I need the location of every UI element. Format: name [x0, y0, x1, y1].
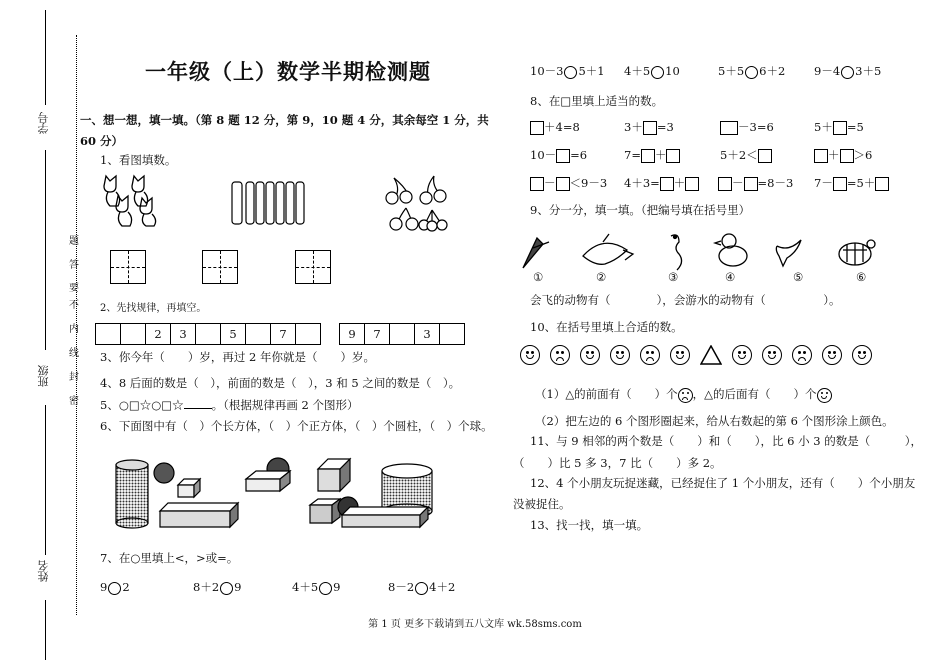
- frown-face-icon: [792, 345, 812, 365]
- q8-eq: 3＋ =3: [624, 120, 674, 134]
- sticks-picture: [230, 180, 310, 226]
- q8-eq: 7= ＋: [624, 148, 680, 163]
- q4: 4、8 后面的数是（ ），前面的数是（ ），3 和 5 之间的数是（ ）。: [100, 376, 461, 390]
- q8-eq: － ＜9－3: [530, 176, 607, 191]
- answer-box[interactable]: [814, 149, 828, 163]
- answer-box[interactable]: [758, 149, 772, 163]
- seq1-cell[interactable]: [295, 323, 321, 345]
- compare-item: 4＋5 10: [624, 64, 680, 78]
- seal-char: 线: [69, 348, 79, 359]
- student-no-label: 学号: [37, 112, 50, 134]
- sequence-2: [340, 323, 465, 345]
- q2-label: 2、先找规律，再填空。: [100, 303, 207, 314]
- compare-item: 5＋5 6＋2: [718, 64, 786, 78]
- page-footer: 第 1 页 更多下载请到五八文库 wk.58sms.com: [368, 619, 582, 630]
- q8-eq: 5＋ =5: [814, 120, 864, 134]
- q9-label: 9、分一分，填一填。（把编号填在括号里）: [530, 203, 751, 217]
- answer-box[interactable]: [718, 177, 732, 191]
- q3: 3、你今年（ ）岁，再过 2 年你就是（ ）岁。: [100, 350, 375, 364]
- answer-box[interactable]: [833, 121, 847, 135]
- answer-box[interactable]: [875, 177, 889, 191]
- answer-box[interactable]: [530, 121, 544, 135]
- smile-face-icon: [732, 345, 752, 365]
- answer-box[interactable]: [660, 177, 674, 191]
- answer-box[interactable]: [720, 121, 738, 135]
- q5-blank[interactable]: [184, 398, 212, 409]
- q8-eq: 7－ =5＋: [814, 176, 889, 191]
- seal-char: 封: [69, 372, 79, 383]
- seq1-cell[interactable]: [195, 323, 221, 345]
- seq2-cell: 9: [339, 323, 365, 345]
- compare-circle[interactable]: [319, 582, 332, 595]
- triangle-icon: [700, 345, 722, 365]
- q8-label: 8、在□里填上适当的数。: [530, 94, 664, 108]
- seal-char: 要: [69, 283, 79, 294]
- q8-eq: 4＋3= ＋: [624, 176, 699, 191]
- answer-grid-cats[interactable]: [110, 250, 146, 284]
- q1-label: 1、看图填数。: [100, 153, 177, 167]
- answer-box[interactable]: [556, 149, 570, 163]
- compare-circle[interactable]: [841, 66, 854, 79]
- page-title: 一年级（上）数学半期检测题: [145, 59, 431, 84]
- q7-label: 7、在○里填上<，>或=。: [100, 551, 239, 565]
- compare-circle[interactable]: [220, 582, 233, 595]
- q8-eq: － =8－3: [718, 176, 793, 191]
- q10-label: 10、在括号里填上合适的数。: [530, 320, 683, 334]
- answer-grid-sticks[interactable]: [202, 250, 238, 284]
- answer-box[interactable]: [840, 149, 854, 163]
- cats-picture: [100, 172, 162, 228]
- q8-eq: 10－ =6: [530, 148, 588, 162]
- seq1-cell[interactable]: [245, 323, 271, 345]
- smile-face-icon: [822, 345, 842, 365]
- section-header: 一、想一想，填一填。（第 8 题 12 分，第 9，10 题 4 分，其余每空 1 分，共 60 分）: [80, 113, 489, 148]
- seal-char: 内: [69, 324, 79, 335]
- compare-circle[interactable]: [415, 582, 428, 595]
- answer-box[interactable]: [530, 177, 544, 191]
- smile-face-icon: [580, 345, 600, 365]
- class-label: 班级: [37, 365, 50, 387]
- seq2-cell[interactable]: [439, 323, 465, 345]
- seal-char: 密: [69, 396, 79, 407]
- seq1-cell: 2: [145, 323, 171, 345]
- seq1-cell: 7: [270, 323, 296, 345]
- q7-item: 8－2 4＋2: [388, 580, 456, 594]
- seq2-cell: 3: [414, 323, 440, 345]
- q13-label: 13、找一找，填一填。: [530, 518, 649, 532]
- sequence-1: [96, 323, 321, 345]
- q7-item: 4＋5 9: [292, 580, 341, 594]
- seq2-cell[interactable]: [389, 323, 415, 345]
- answer-box[interactable]: [643, 121, 657, 135]
- q11-line2: （ ）比 5 多 3，7 比（ ）多 2。: [513, 456, 722, 470]
- q8-eq: －3=6: [720, 120, 774, 135]
- q7-item: 8＋2 9: [193, 580, 242, 594]
- cherries-picture: [382, 172, 452, 232]
- q5: 5、○□☆○□☆ 。（根据规律再画 2 个图形）: [100, 398, 359, 412]
- q12-line2: 没被捉住。: [513, 497, 571, 511]
- q8-eq: 5＋2＜: [720, 148, 772, 163]
- compare-circle[interactable]: [745, 66, 758, 79]
- answer-box[interactable]: [685, 177, 699, 191]
- q10-part1: （1）△的前面有（ ）个 ，△的后面有（ ）个: [535, 387, 832, 403]
- smile-face-icon: [610, 345, 630, 365]
- compare-circle[interactable]: [108, 582, 121, 595]
- smile-face-icon: [852, 345, 872, 365]
- q9-answer: 会飞的动物有（ ），会游水的动物有（ ）。: [530, 293, 841, 307]
- smile-face-icon: [762, 345, 782, 365]
- faces-row: [520, 345, 872, 365]
- seq1-cell[interactable]: [95, 323, 121, 345]
- frown-face-icon: [678, 388, 693, 403]
- solids-figure: [110, 455, 440, 530]
- answer-grid-cherries[interactable]: [295, 250, 331, 284]
- seal-char: 不: [69, 300, 79, 311]
- answer-box[interactable]: [556, 177, 570, 191]
- answer-box[interactable]: [666, 149, 680, 163]
- smile-face-icon: [520, 345, 540, 365]
- seq1-cell[interactable]: [120, 323, 146, 345]
- q11-line1: 11、与 9 相邻的两个数是（ ）和（ ），比 6 小 3 的数是（ ），: [530, 434, 923, 448]
- frown-face-icon: [640, 345, 660, 365]
- compare-circle[interactable]: [651, 66, 664, 79]
- q7-item: 9 2: [100, 580, 130, 594]
- compare-item: 10－3 5＋1: [530, 64, 605, 78]
- answer-box[interactable]: [744, 177, 758, 191]
- seal-char: 题: [69, 236, 79, 247]
- q6: 6、下面图中有（ ）个长方体，（ ）个正方体，（ ）个圆柱，（ ）个球。: [100, 419, 493, 433]
- answer-box[interactable]: [641, 149, 655, 163]
- name-label: 姓名: [37, 560, 50, 582]
- answer-box[interactable]: [833, 177, 847, 191]
- frown-face-icon: [550, 345, 570, 365]
- seq1-cell: 5: [220, 323, 246, 345]
- compare-item: 9－4 3＋5: [814, 64, 882, 78]
- seq2-cell: 7: [364, 323, 390, 345]
- seq1-cell: 3: [170, 323, 196, 345]
- q8-eq: ＋ ＞6: [814, 148, 872, 163]
- animals-picture: [515, 228, 895, 276]
- q10-part2: （2）把左边的 6 个图形圈起来，给从右数起的第 6 个图形涂上颜色。: [535, 414, 894, 428]
- q12-line1: 12、4 个小朋友玩捉迷藏，已经捉住了 1 个小朋友，还有（ ）个小朋友: [530, 476, 916, 490]
- smile-face-icon: [817, 388, 832, 403]
- q8-eq: ＋4=8: [530, 120, 580, 135]
- smile-face-icon: [670, 345, 690, 365]
- seal-char: 答: [69, 260, 79, 271]
- compare-circle[interactable]: [564, 66, 577, 79]
